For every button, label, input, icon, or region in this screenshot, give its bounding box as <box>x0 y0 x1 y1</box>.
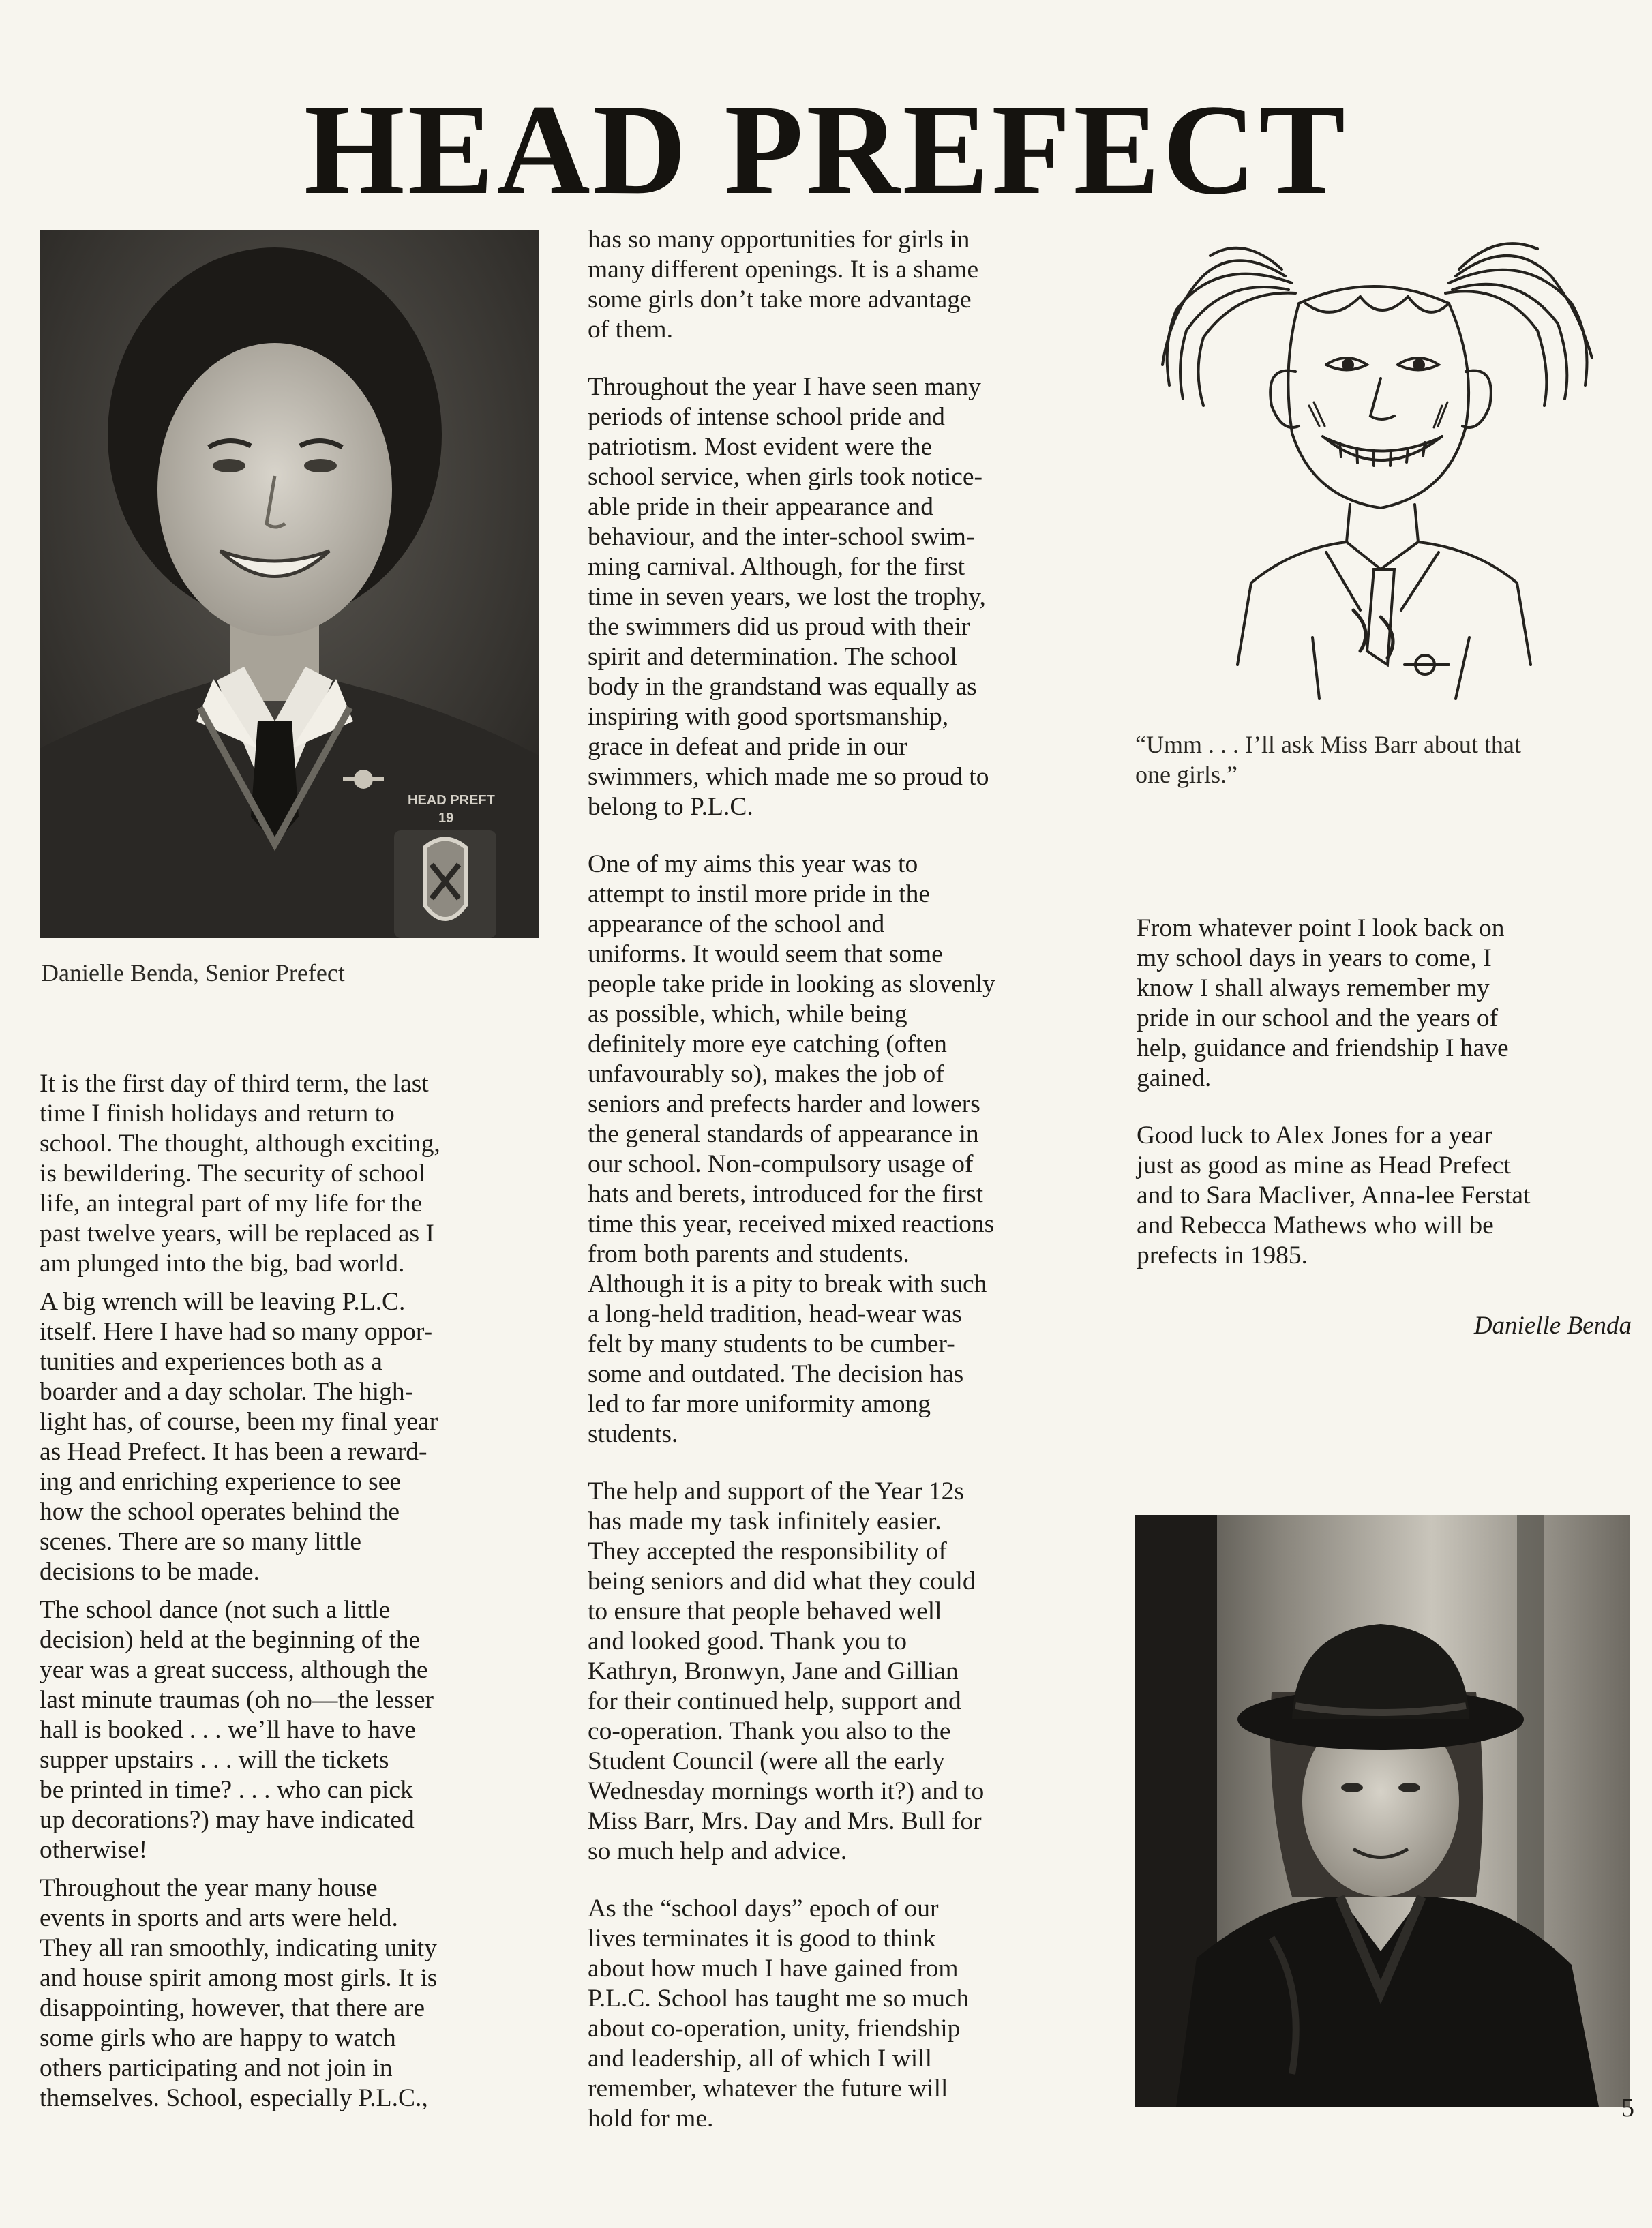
text-line: be printed in time? . . . who can pick <box>40 1776 413 1804</box>
text-line: lives terminates it is good to think <box>588 1925 936 1953</box>
text-line: swimmers, which made me so proud to <box>588 763 989 791</box>
text-line: otherwise! <box>40 1836 148 1864</box>
text-line: boarder and a day scholar. The high- <box>40 1378 414 1406</box>
text-line: uniforms. It would seem that some <box>588 940 943 968</box>
text-line: last minute traumas (oh no—the lesser <box>40 1686 434 1714</box>
text-line: One of my aims this year was to <box>588 850 918 878</box>
text-line: prefects in 1985. <box>1137 1241 1308 1269</box>
head-prefect-photo <box>40 230 539 938</box>
text-line: so much help and advice. <box>588 1837 847 1865</box>
page-number: 5 <box>1621 2094 1634 2122</box>
text-line: P.L.C. School has taught me so much <box>588 1985 970 2013</box>
text-line: belong to P.L.C. <box>588 793 753 821</box>
text-line: events in sports and arts were held. <box>40 1904 398 1932</box>
text-line: The help and support of the Year 12s <box>588 1477 964 1505</box>
photo-caption: Danielle Benda, Senior Prefect <box>41 959 345 987</box>
text-line: spirit and determination. The school <box>588 643 957 671</box>
text-line: year was a great success, although the <box>40 1656 428 1684</box>
text-line: Wednesday mornings worth it?) and to <box>588 1777 985 1805</box>
text-line: school. The thought, although exciting, <box>40 1130 440 1158</box>
text-line: know I shall always remember my <box>1137 974 1490 1002</box>
text-line: unfavourably so), makes the job of <box>588 1060 944 1088</box>
text-line: and leadership, all of which I will <box>588 2045 933 2073</box>
text-line: pride in our school and the years of <box>1137 1004 1499 1032</box>
text-line: itself. Here I have had so many oppor- <box>40 1318 433 1346</box>
text-line: has so many opportunities for girls in <box>588 226 970 254</box>
text-line: is bewildering. The security of school <box>40 1160 425 1188</box>
blazer-text: HEAD PREFT <box>408 793 495 808</box>
text-line: and Rebecca Mathews who will be <box>1137 1211 1494 1239</box>
author-signature: Danielle Benda <box>1473 1312 1632 1340</box>
text-line: remember, whatever the future will <box>588 2075 948 2103</box>
text-line: themselves. School, especially P.L.C., <box>40 2084 428 2112</box>
text-line: the general standards of appearance in <box>588 1120 979 1148</box>
text-line: ming carnival. Although, for the first <box>588 553 965 581</box>
article-column-left <box>40 1069 558 2113</box>
text-line: has made my task infinitely easier. <box>588 1507 942 1535</box>
text-line: about co-operation, unity, friendship <box>588 2015 961 2043</box>
text-line: periods of intense school pride and <box>588 403 945 431</box>
text-line: felt by many students to be cumber- <box>588 1330 955 1358</box>
text-line: appearance of the school and <box>588 910 885 938</box>
text-line: Throughout the year many house <box>40 1874 378 1902</box>
text-line: gained. <box>1137 1064 1212 1092</box>
text-line: past twelve years, will be replaced as I <box>40 1220 434 1248</box>
text-line: how the school operates behind the <box>40 1498 400 1526</box>
article-column-right <box>1137 914 1641 1271</box>
text-line: They accepted the responsibility of <box>588 1537 947 1565</box>
text-line: They all ran smoothly, indicating unity <box>40 1934 437 1962</box>
text-line: led to far more uniformity among <box>588 1390 931 1418</box>
text-line: tunities and experiences both as a <box>40 1348 382 1376</box>
text-line: others participating and not join in <box>40 2054 393 2082</box>
text-line: and to Sara Macliver, Anna-lee Ferstat <box>1137 1181 1531 1209</box>
text-line: It is the first day of third term, the last <box>40 1070 429 1098</box>
text-line: The school dance (not such a little <box>40 1596 391 1624</box>
text-line: being seniors and did what they could <box>588 1567 976 1595</box>
text-line: my school days in years to come, I <box>1137 944 1492 972</box>
text-line: up decorations?) may have indicated <box>40 1806 415 1834</box>
text-line: our school. Non-compulsory usage of <box>588 1150 974 1178</box>
text-line: as possible, which, while being <box>588 1000 907 1028</box>
text-line: to ensure that people behaved well <box>588 1597 942 1625</box>
text-line: As the “school days” epoch of our <box>588 1895 939 1923</box>
text-line: just as good as mine as Head Prefect <box>1137 1151 1511 1179</box>
text-line: hall is booked . . . we’ll have to have <box>40 1716 416 1744</box>
text-line: Kathryn, Bronwyn, Jane and Gillian <box>588 1657 959 1685</box>
text-line: time I finish holidays and return to <box>40 1100 395 1128</box>
text-line: co-operation. Thank you also to the <box>588 1717 951 1745</box>
text-line: light has, of course, been my final year <box>40 1408 438 1436</box>
text-line: hats and berets, introduced for the first <box>588 1180 984 1208</box>
text-line: the swimmers did us proud with their <box>588 613 970 641</box>
text-line: inspiring with good sportsmanship, <box>588 703 949 731</box>
text-line: time this year, received mixed reactions <box>588 1210 995 1238</box>
text-line: a long-held tradition, head-wear was <box>588 1300 962 1328</box>
text-line: students. <box>588 1420 678 1448</box>
text-line: am plunged into the big, bad world. <box>40 1250 405 1278</box>
cartoon-caption <box>1135 729 1626 789</box>
text-line: behaviour, and the inter-school swim- <box>588 523 975 551</box>
text-line: some girls don’t take more advantage <box>588 286 972 314</box>
text-line: supper upstairs . . . will the tickets <box>40 1746 389 1774</box>
text-line: life, an integral part of my life for the <box>40 1190 423 1218</box>
text-line: Throughout the year I have seen many <box>588 373 981 401</box>
text-line: hold for me. <box>588 2105 714 2133</box>
text-line: Miss Barr, Mrs. Day and Mrs. Bull for <box>588 1807 982 1835</box>
text-line: people take pride in looking as slovenly <box>588 970 995 998</box>
text-line: Although it is a pity to break with such <box>588 1270 987 1298</box>
text-line: disappointing, however, that there are <box>40 1994 425 2022</box>
text-line: of them. <box>588 316 673 344</box>
text-line: about how much I have gained from <box>588 1955 959 1983</box>
article-column-middle <box>588 225 1106 2134</box>
text-line: many different openings. It is a shame <box>588 256 979 284</box>
text-line: ing and enriching experience to see <box>40 1468 401 1496</box>
blazer-year-text: 19 <box>438 811 454 826</box>
text-line: some girls who are happy to watch <box>40 2024 396 2052</box>
cartoon-caption-line: “Umm . . . I’ll ask Miss Barr about that <box>1135 731 1521 758</box>
text-line: school service, when girls took notice- <box>588 463 983 491</box>
text-line: and house spirit among most girls. It is <box>40 1964 438 1992</box>
page-title: HEAD PREFECT <box>303 78 1349 222</box>
text-line: grace in defeat and pride in our <box>588 733 907 761</box>
text-line: attempt to instil more pride in the <box>588 880 930 908</box>
girl-in-hat-photo <box>1135 1515 1630 2107</box>
text-line: patriotism. Most evident were the <box>588 433 933 461</box>
text-line: decisions to be made. <box>40 1558 260 1586</box>
text-line: able pride in their appearance and <box>588 493 934 521</box>
text-line: scenes. There are so many little <box>40 1528 362 1556</box>
text-line: Good luck to Alex Jones for a year <box>1137 1121 1492 1149</box>
text-line: and looked good. Thank you to <box>588 1627 907 1655</box>
text-line: as Head Prefect. It has been a reward- <box>40 1438 427 1466</box>
text-line: seniors and prefects harder and lowers <box>588 1090 980 1118</box>
text-line: From whatever point I look back on <box>1137 914 1505 942</box>
text-line: for their continued help, support and <box>588 1687 961 1715</box>
text-line: some and outdated. The decision has <box>588 1360 964 1388</box>
text-line: definitely more eye catching (often <box>588 1030 947 1058</box>
text-line: from both parents and students. <box>588 1240 910 1268</box>
text-line: body in the grandstand was equally as <box>588 673 977 701</box>
text-line: decision) held at the beginning of the <box>40 1626 421 1654</box>
text-line: A big wrench will be leaving P.L.C. <box>40 1288 406 1316</box>
text-line: help, guidance and friendship I have <box>1137 1034 1509 1062</box>
cartoon-drawing <box>1156 228 1612 719</box>
text-line: Student Council (were all the early <box>588 1747 945 1775</box>
text-line: time in seven years, we lost the trophy, <box>588 583 986 611</box>
cartoon-caption-line: one girls.” <box>1135 761 1237 788</box>
